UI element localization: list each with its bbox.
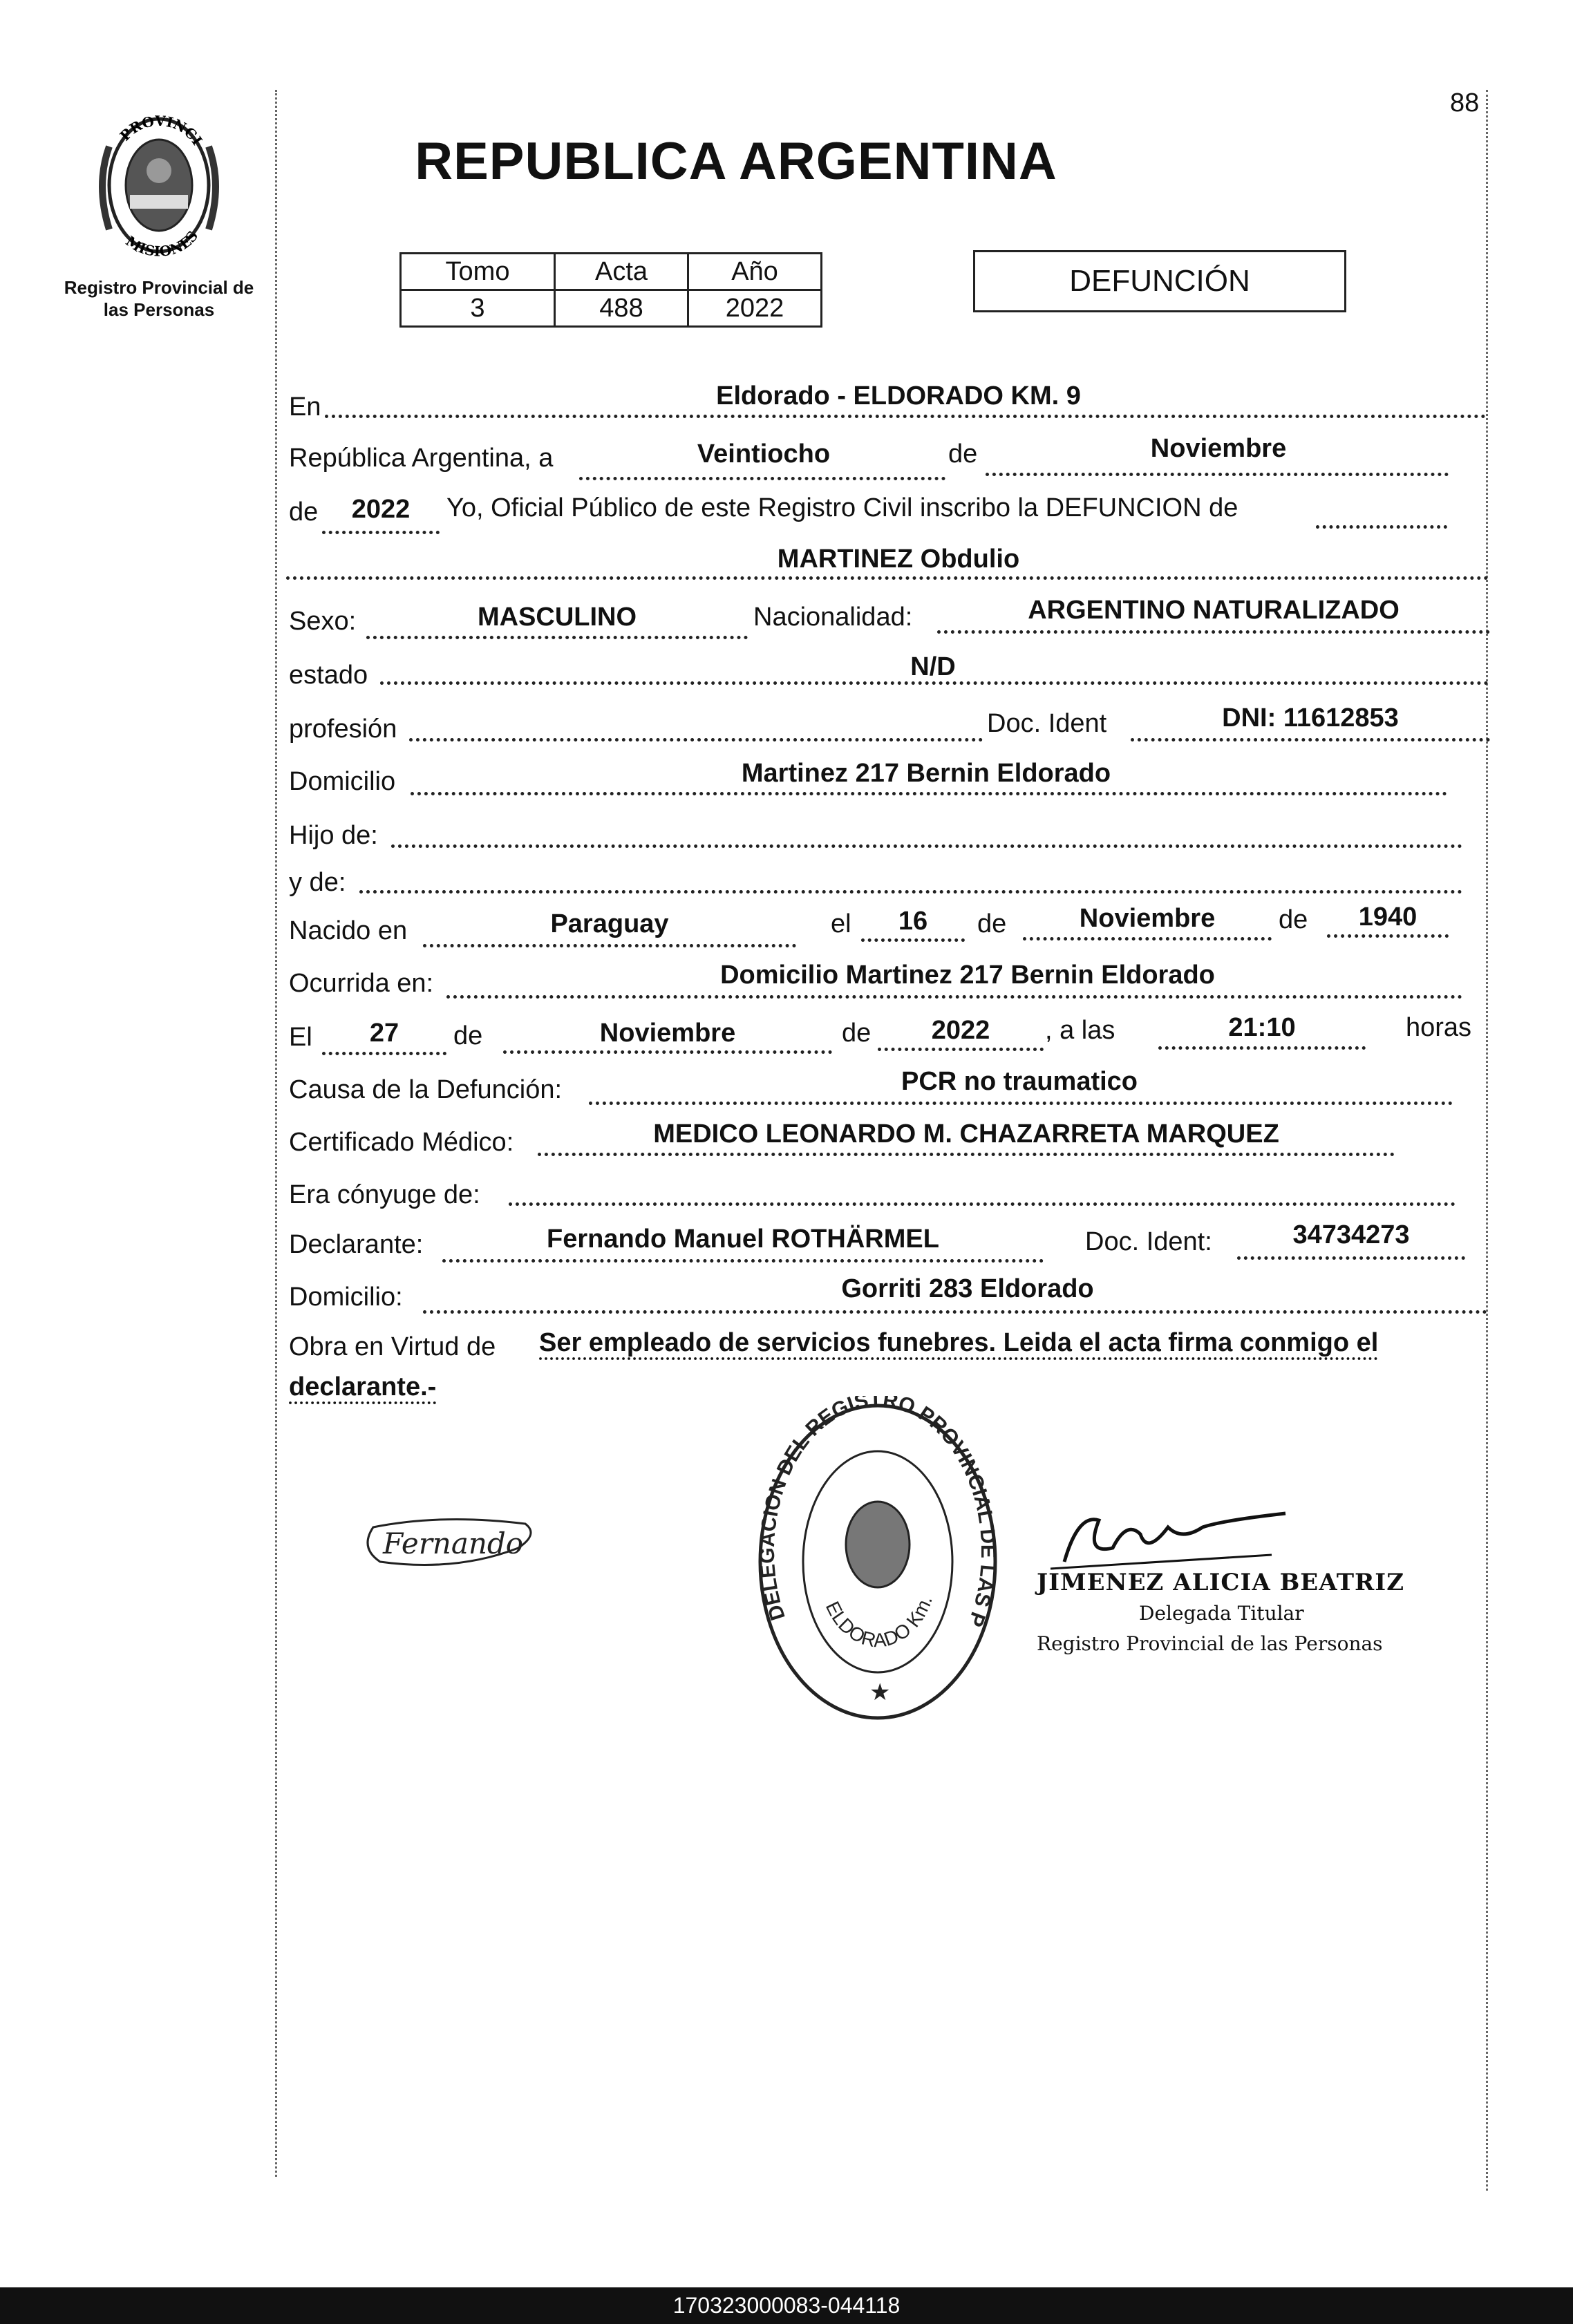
label-estado: estado bbox=[289, 661, 368, 690]
label-de-5: de bbox=[453, 1021, 483, 1050]
value-domicilio: Martinez 217 Bernin Eldorado bbox=[741, 759, 1111, 788]
footer-code-bar: 170323000083-044118 bbox=[0, 2287, 1573, 2324]
value-anio: 2022 bbox=[688, 290, 822, 327]
value-tomo: 3 bbox=[401, 290, 555, 327]
official-stamp bbox=[746, 1396, 1009, 1731]
official-signature bbox=[1037, 1500, 1299, 1579]
label-de-4: de bbox=[1279, 905, 1308, 934]
official-registry: Registro Provincial de las Personas bbox=[1037, 1632, 1383, 1655]
label-y-de: y de: bbox=[289, 868, 346, 897]
official-role: Delegada Titular bbox=[1139, 1602, 1304, 1625]
line-en bbox=[325, 415, 1486, 418]
value-nac-mes: Noviembre bbox=[1079, 904, 1216, 933]
registry-line1: Registro Provincial de bbox=[64, 277, 254, 298]
line-y-de bbox=[359, 890, 1462, 894]
record-type-box: DEFUNCIÓN bbox=[973, 250, 1346, 312]
value-def-anio: 2022 bbox=[931, 1016, 990, 1045]
value-obra-line1: Ser empleado de servicios funebres. Leida el acta firma conmigo el bbox=[539, 1328, 1379, 1357]
value-dia-letras: Veintiocho bbox=[697, 440, 831, 469]
line-nac-dia bbox=[861, 938, 965, 942]
value-ocurrida-en: Domicilio Martinez 217 Bernin Eldorado bbox=[720, 961, 1215, 990]
registry-label bbox=[41, 276, 276, 321]
label-domicilio-2: Domicilio: bbox=[289, 1283, 403, 1312]
line-certificado bbox=[538, 1153, 1395, 1156]
value-estado: N/D bbox=[910, 652, 956, 681]
label-el: el bbox=[831, 909, 851, 938]
line-mes bbox=[986, 473, 1449, 476]
header-anio: Año bbox=[688, 254, 822, 290]
label-nacionalidad: Nacionalidad: bbox=[753, 603, 913, 632]
label-de-3: de bbox=[977, 909, 1007, 938]
line-nacido-en bbox=[423, 944, 796, 947]
label-conyuge: Era cónyuge de: bbox=[289, 1180, 480, 1209]
value-causa: PCR no traumatico bbox=[901, 1067, 1138, 1096]
page-number: 88 bbox=[1450, 88, 1480, 117]
label-a-las: , a las bbox=[1045, 1016, 1115, 1045]
label-domicilio: Domicilio bbox=[289, 767, 396, 796]
label-sexo: Sexo: bbox=[289, 607, 357, 636]
label-el-cap: El bbox=[289, 1023, 312, 1052]
line-nacionalidad bbox=[937, 630, 1490, 634]
line-def-anio bbox=[878, 1048, 1044, 1051]
label-causa: Causa de la Defunción: bbox=[289, 1075, 563, 1104]
line-declarante bbox=[442, 1259, 1044, 1263]
line-nac-mes bbox=[1023, 937, 1272, 941]
label-doc-ident-2: Doc. Ident: bbox=[1085, 1227, 1212, 1256]
line-nombre bbox=[286, 576, 1489, 580]
registry-line2: las Personas bbox=[103, 299, 215, 320]
label-profesion: profesión bbox=[289, 715, 397, 744]
line-def-dia bbox=[322, 1052, 446, 1055]
line-dia bbox=[579, 477, 945, 480]
label-de-2: de bbox=[289, 498, 319, 527]
svg-text:★: ★ bbox=[869, 1679, 891, 1706]
label-horas: horas bbox=[1406, 1013, 1472, 1042]
line-yo-end bbox=[1316, 525, 1447, 529]
label-nacido-en: Nacido en bbox=[289, 916, 408, 945]
line-profesion bbox=[409, 738, 983, 741]
value-obra-line2: declarante.- bbox=[289, 1372, 437, 1401]
value-acta: 488 bbox=[555, 290, 688, 327]
left-margin-line bbox=[275, 90, 277, 2177]
declarant-signature-text: Fernando bbox=[383, 1527, 524, 1560]
provincial-seal bbox=[88, 105, 229, 265]
line-nac-anio bbox=[1327, 934, 1449, 938]
label-de-6: de bbox=[842, 1019, 872, 1048]
value-declarante-domicilio: Gorriti 283 Eldorado bbox=[841, 1274, 1094, 1303]
label-certificado: Certificado Médico: bbox=[289, 1128, 514, 1157]
header-tomo: Tomo bbox=[401, 254, 555, 290]
value-lugar: Eldorado - ELDORADO KM. 9 bbox=[716, 381, 1081, 410]
label-hijo-de: Hijo de: bbox=[289, 821, 378, 850]
label-doc-ident: Doc. Ident bbox=[987, 709, 1107, 738]
record-header-row bbox=[401, 254, 822, 290]
line-conyuge bbox=[509, 1202, 1456, 1206]
value-anio: 2022 bbox=[351, 495, 411, 524]
label-yo: Yo, Oficial Público de este Registro Civil inscribo la DEFUNCION de bbox=[446, 493, 1238, 522]
official-name: JIMENEZ ALICIA BEATRIZ bbox=[1037, 1569, 1405, 1596]
value-nac-anio: 1940 bbox=[1358, 903, 1417, 932]
label-declarante: Declarante: bbox=[289, 1230, 424, 1259]
value-sexo: MASCULINO bbox=[477, 603, 637, 632]
line-anio bbox=[322, 531, 440, 534]
seal-text-top: PROVINCI bbox=[116, 112, 206, 149]
seal-text-bottom: MISIONES bbox=[122, 227, 202, 260]
value-def-mes: Noviembre bbox=[599, 1019, 736, 1048]
label-republica: República Argentina, a bbox=[289, 444, 554, 473]
line-ocurrida-en bbox=[446, 995, 1462, 999]
label-obra: Obra en Virtud de bbox=[289, 1332, 496, 1361]
right-margin-line bbox=[1486, 90, 1488, 2191]
line-def-mes bbox=[503, 1050, 832, 1054]
label-en: En bbox=[289, 393, 321, 422]
line-dni bbox=[1131, 738, 1490, 741]
record-value-row bbox=[401, 290, 822, 327]
value-declarante-doc: 34734273 bbox=[1292, 1220, 1410, 1249]
header-acta: Acta bbox=[555, 254, 688, 290]
svg-text:MISIONES bbox=[123, 227, 202, 260]
line-domicilio-2 bbox=[423, 1310, 1487, 1314]
page-title: REPUBLICA ARGENTINA bbox=[415, 132, 1057, 191]
value-nacionalidad: ARGENTINO NATURALIZADO bbox=[1028, 596, 1400, 625]
line-declarante-doc bbox=[1237, 1256, 1465, 1260]
line-def-hora bbox=[1158, 1046, 1366, 1050]
record-table bbox=[399, 252, 822, 328]
line-causa bbox=[589, 1102, 1453, 1105]
value-mes: Noviembre bbox=[1150, 434, 1287, 463]
value-def-dia: 27 bbox=[369, 1019, 399, 1048]
value-def-hora: 21:10 bbox=[1228, 1013, 1296, 1042]
line-domicilio bbox=[411, 792, 1447, 795]
label-de-1: de bbox=[948, 440, 978, 469]
value-nac-dia: 16 bbox=[898, 907, 928, 936]
line-hijo-de bbox=[391, 844, 1462, 848]
value-declarante: Fernando Manuel ROTHÄRMEL bbox=[547, 1225, 939, 1254]
label-ocurrida-en: Ocurrida en: bbox=[289, 969, 434, 998]
line-sexo bbox=[366, 636, 748, 639]
stamp-outer-text: DELEGACION DEL REGISTRO PROVINCIAL DE LAS P bbox=[755, 1396, 1000, 1630]
value-certificado: MEDICO LEONARDO M. CHAZARRETA MARQUEZ bbox=[653, 1120, 1279, 1149]
value-nacido-en: Paraguay bbox=[550, 909, 669, 938]
value-dni: DNI: 11612853 bbox=[1222, 703, 1399, 733]
value-nombre: MARTINEZ Obdulio bbox=[777, 545, 1020, 574]
stamp-inner-text: ELDORADO Km. bbox=[821, 1593, 936, 1652]
declarant-signature bbox=[359, 1506, 546, 1579]
